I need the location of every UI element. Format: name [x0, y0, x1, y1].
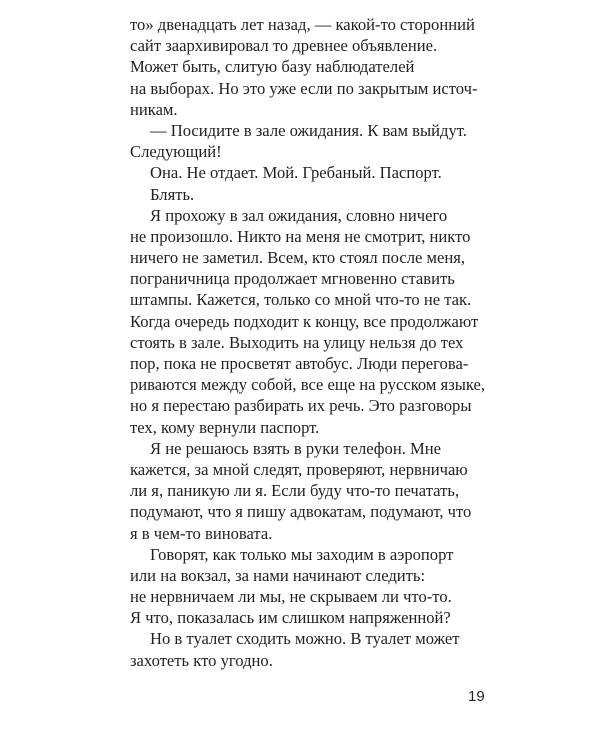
- page-number: 19: [468, 688, 485, 705]
- text-line: или на вокзал, за нами начинают следить:: [130, 565, 426, 585]
- text-line: кажется, за мной следят, проверяют, нервничаю: [130, 459, 468, 479]
- text-line: Но в туалет сходить можно. В туалет может: [150, 629, 460, 649]
- body-text: [130, 14, 490, 671]
- text-line: ли я, паникую ли я. Если буду что-то печатать,: [130, 481, 460, 501]
- text-line: Следующий!: [130, 142, 222, 162]
- text-line: я в чем-то виновата.: [130, 523, 273, 543]
- text-line: не нервничаем ли мы, не скрываем ли что-то.: [130, 587, 452, 607]
- text-line: но я перестаю разбирать их речь. Это разговоры: [130, 396, 472, 416]
- text-line: Она. Не отдает. Мой. Гребаный. Паспорт.: [150, 163, 442, 183]
- text-line: на выборах. Но это уже если по закрытым источ-: [130, 78, 478, 98]
- text-line: Я что, показалась им слишком напряженной?: [130, 608, 451, 628]
- text-line: стоять в зале. Выходить на улицу нельзя до тех: [130, 332, 464, 352]
- text-line: Говорят, как только мы заходим в аэропорт: [150, 544, 454, 564]
- text-line: Блять.: [150, 184, 195, 204]
- text-line: штампы. Кажется, только со мной что-то не так.: [130, 290, 472, 310]
- text-line: Когда очередь подходит к концу, все продолжают: [130, 311, 479, 331]
- text-line: Может быть, слитую базу наблюдателей: [130, 57, 415, 77]
- text-line: Я не решаюсь взять в руки телефон. Мне: [150, 438, 442, 458]
- text-line: никам.: [130, 99, 178, 119]
- text-line: ничего не заметил. Всем, кто стоял после меня,: [130, 248, 466, 268]
- text-line: тех, кому вернули паспорт.: [130, 417, 320, 437]
- text-line: — Посидите в зале ожидания. К вам выйдут.: [150, 120, 467, 140]
- text-line: подумают, что я пишу адвокатам, подумают, что: [130, 502, 472, 522]
- text-line: пор, пока не просветят автобус. Люди перегова-: [130, 354, 469, 373]
- text-line: то» двенадцать лет назад, — какой-то сторонний: [130, 15, 475, 34]
- text-line: Я прохожу в зал ожидания, словно ничего: [150, 205, 448, 225]
- text-line: сайт заархивировал то древнее объявление.: [130, 36, 438, 56]
- text-line: не произошло. Никто на меня не смотрит, никто: [130, 226, 471, 246]
- text-line: захотеть кто угодно.: [130, 650, 273, 670]
- text-line: пограничница продолжает мгновенно ставить: [130, 269, 455, 289]
- text-line: риваются между собой, все еще на русском языке,: [130, 375, 486, 395]
